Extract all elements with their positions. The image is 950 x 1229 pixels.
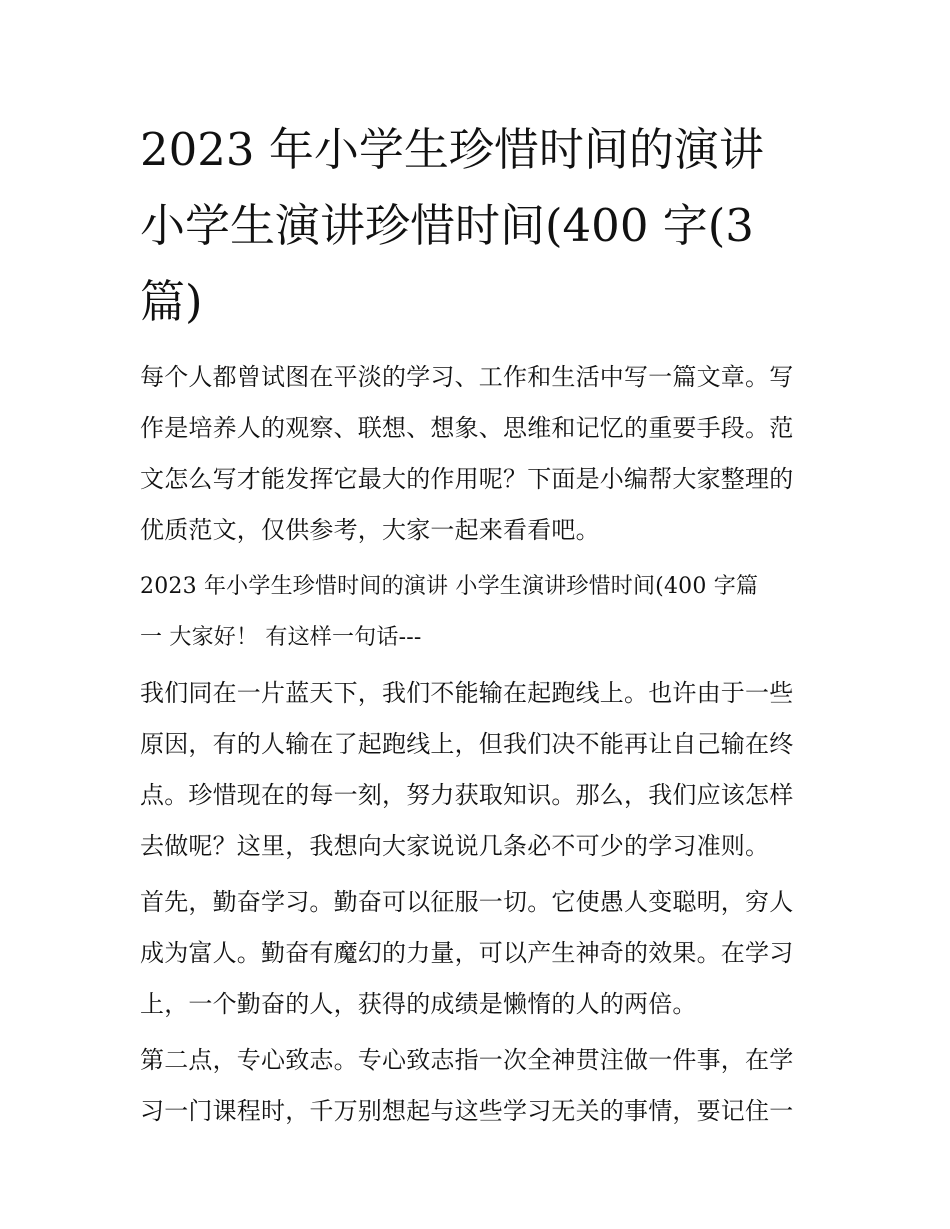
title-line: 2023 年小学生珍惜时间的演讲 bbox=[140, 123, 764, 176]
body-paragraph bbox=[140, 877, 812, 1030]
text-line: 第二点，专心致志。专心致志指一次全神贯注做一件事，在学 bbox=[140, 1046, 794, 1074]
document-title bbox=[140, 112, 812, 340]
text-line: 首先，勤奋学习。勤奋可以征服一切。它使愚人变聪明，穷人 bbox=[140, 888, 794, 916]
section-heading bbox=[140, 561, 812, 663]
text-line: 成为富人。勤奋有魔幻的力量，可以产生神奇的效果。在学习 bbox=[140, 939, 794, 967]
text-line: 原因，有的人输在了起跑线上，但我们决不能再让自己输在终 bbox=[140, 730, 794, 758]
text-line: 每个人都曾试图在平淡的学习、工作和生活中写一篇文章。写 bbox=[140, 363, 794, 391]
text-line: 作是培养人的观察、联想、想象、思维和记忆的重要手段。范 bbox=[140, 414, 794, 442]
body-paragraph bbox=[140, 1035, 812, 1137]
document-page bbox=[140, 112, 812, 1142]
text-line: 上，一个勤奋的人，获得的成绩是懒惰的人的两倍。 bbox=[140, 990, 697, 1018]
text-line: 习一门课程时，千万别想起与这些学习无关的事情，要记住一 bbox=[140, 1097, 794, 1125]
body-paragraph bbox=[140, 668, 812, 872]
intro-paragraph bbox=[140, 352, 812, 556]
text-line: 一 大家好！ 有这样一句话--- bbox=[140, 625, 422, 650]
text-line: 2023 年小学生珍惜时间的演讲 小学生演讲珍惜时间(400 字篇 bbox=[140, 574, 759, 599]
title-line: 篇) bbox=[140, 275, 203, 328]
text-line: 我们同在一片蓝天下，我们不能输在起跑线上。也许由于一些 bbox=[140, 679, 794, 707]
text-line: 去做呢？这里，我想向大家说说几条必不可少的学习准则。 bbox=[140, 832, 770, 860]
text-line: 点。珍惜现在的每一刻，努力获取知识。那么，我们应该怎样 bbox=[140, 781, 794, 809]
text-line: 文怎么写才能发挥它最大的作用呢？下面是小编帮大家整理的 bbox=[140, 465, 794, 493]
title-line: 小学生演讲珍惜时间(400 字(3 bbox=[140, 199, 754, 252]
text-line: 优质范文，仅供参考，大家一起来看看吧。 bbox=[140, 516, 600, 544]
